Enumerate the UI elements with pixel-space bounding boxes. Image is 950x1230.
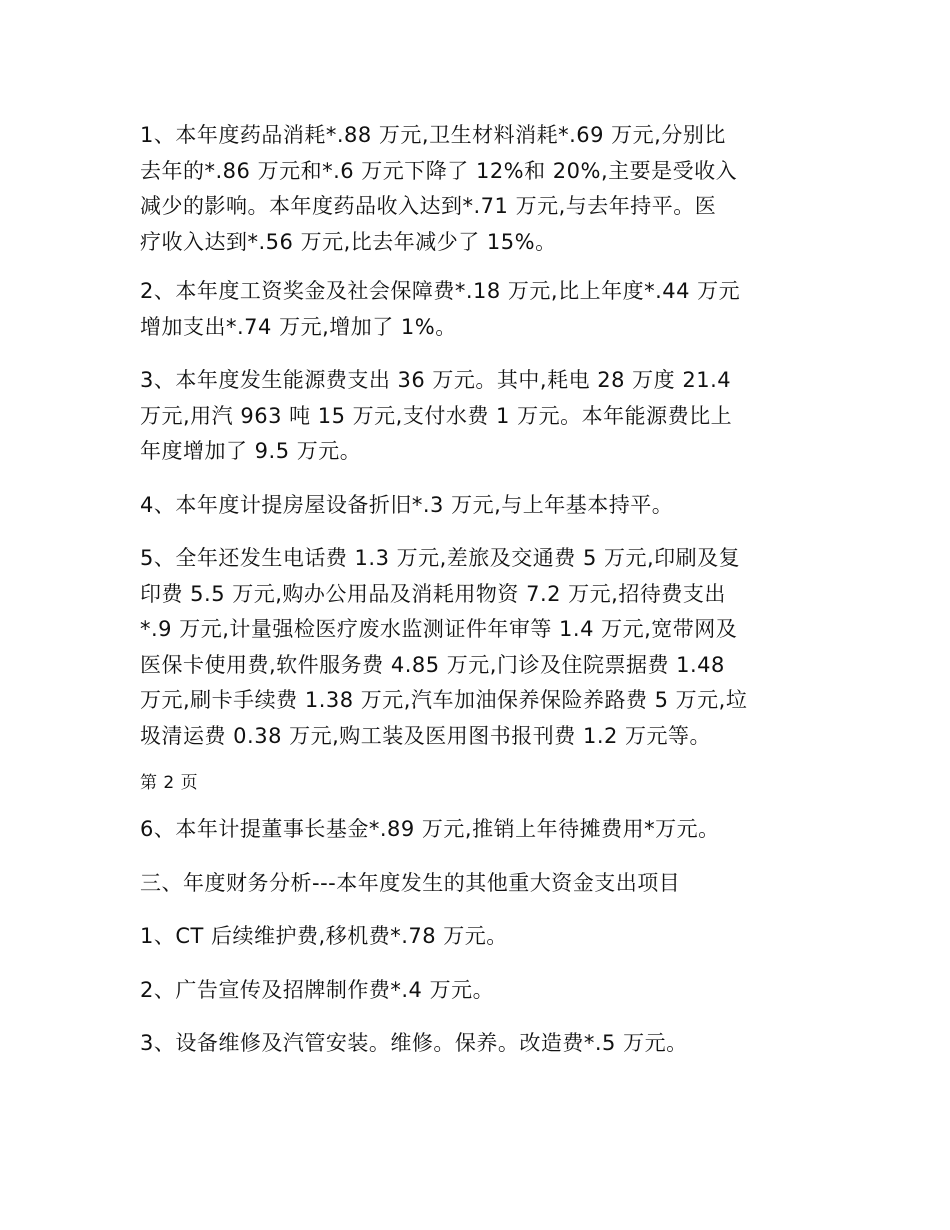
text-line: 万元,用汽 963 吨 15 万元,支付水费 1 万元。本年能源费比上 bbox=[140, 403, 733, 428]
paragraph-energy bbox=[140, 363, 820, 470]
paragraph-wages bbox=[140, 274, 820, 345]
text-line: 印费 5.5 万元,购办公用品及消耗用物资 7.2 万元,招待费支出 bbox=[140, 581, 726, 606]
text-line: 5、全年还发生电话费 1.3 万元,差旅及交通费 5 万元,印刷及复 bbox=[140, 546, 741, 570]
text-line: 圾清运费 0.38 万元,购工装及医用图书报刊费 1.2 万元等。 bbox=[140, 723, 712, 748]
text-line: 2、本年度工资奖金及社会保障费*.18 万元,比上年度*.44 万元 bbox=[140, 279, 741, 303]
paragraph-advertising: 2、广告宣传及招牌制作费*.4 万元。 bbox=[140, 977, 495, 1002]
paragraph-chairman-fund: 6、本年计提董事长基金*.89 万元,推销上年待摊费用*万元。 bbox=[140, 817, 720, 841]
text-line: 4、本年度计提房屋设备折旧*.3 万元,与上年基本持平。 bbox=[140, 492, 674, 517]
text-line: 增加支出*.74 万元,增加了 1%。 bbox=[140, 314, 457, 339]
text-line: 医保卡使用费,软件服务费 4.85 万元,门诊及住院票据费 1.48 bbox=[140, 652, 725, 677]
text-line: 年度增加了 9.5 万元。 bbox=[140, 439, 362, 463]
paragraph-other-expenses bbox=[140, 541, 820, 754]
text-line: 万元,刷卡手续费 1.38 万元,汽车加油保养保险养路费 5 万元,垃 bbox=[140, 688, 748, 712]
text-line: 去年的*.86 万元和*.6 万元下降了 12%和 20%,主要是受收入 bbox=[140, 158, 738, 183]
text-line: 3、本年度发生能源费支出 36 万元。其中,耗电 28 万度 21.4 bbox=[140, 368, 732, 392]
paragraph-drug-consumption bbox=[140, 118, 820, 260]
text-line: *.9 万元,计量强检医疗废水监测证件年审等 1.4 万元,宽带网及 bbox=[140, 617, 738, 641]
text-line: 1、本年度药品消耗*.88 万元,卫生材料消耗*.69 万元,分别比 bbox=[140, 123, 726, 147]
text-line: 疗收入达到*.56 万元,比去年减少了 15%。 bbox=[140, 229, 557, 254]
paragraph-depreciation bbox=[140, 488, 820, 524]
section-heading-financial-analysis: 三、年度财务分析---本年度发生的其他重大资金支出项目 bbox=[140, 870, 681, 895]
document-page bbox=[140, 118, 820, 1062]
text-line: 减少的影响。本年度药品收入达到*.71 万元,与去年持平。医 bbox=[140, 194, 717, 218]
paragraph-ct-maintenance: 1、CT 后续维护费,移机费*.78 万元。 bbox=[140, 924, 508, 948]
paragraph-equipment-repair: 3、设备维修及汽管安装。维修。保养。改造费*.5 万元。 bbox=[140, 1031, 688, 1055]
page-number: 第 2 页 bbox=[140, 773, 199, 793]
